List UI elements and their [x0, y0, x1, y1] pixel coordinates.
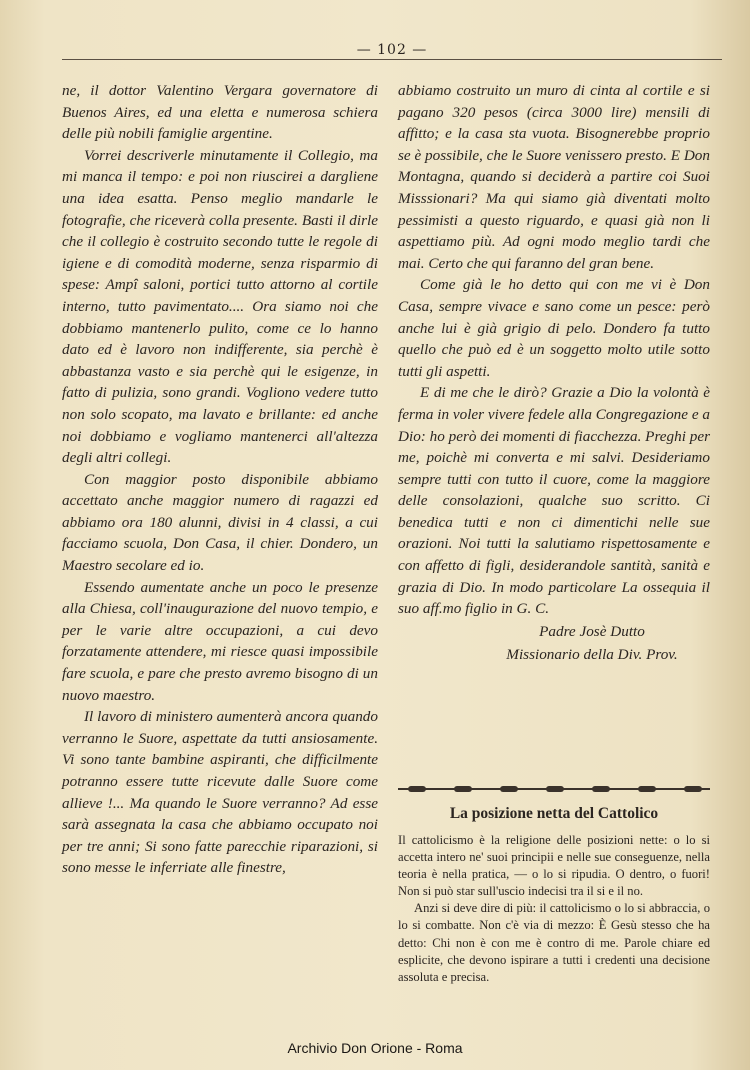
signature-title: Missionario della Div. Prov.: [506, 645, 678, 663]
archive-footer: Archivio Don Orione - Roma: [287, 1040, 463, 1056]
article-paragraph: Anzi si deve dire di più: il cattolicismo o lo si abbraccia, o lo si combatte. Non c'è via di mezzo: È Gesù stesso che ha detto: Chi non è con me è contro di me. Parole chiare ed esplicite, che devono ispirare a tutti i credenti una decisione assoluta e precisa.: [398, 901, 710, 984]
divider-dash: [408, 786, 426, 792]
divider-dash: [546, 786, 564, 792]
header-rule: [62, 59, 722, 60]
page-number: — 102 —: [356, 42, 428, 58]
letter-paragraph: ne, il dottor Valentino Vergara governatore di Buenos Aires, ed una eletta e numerosa schiera delle più nobili famiglie argentine.: [62, 82, 378, 143]
letter-paragraph: Come già le ho detto qui con me vi è Don Casa, sempre vivace e sano come un pesce: però anche lui è già grigio di pelo. Dondero fa tutto quello che può ed è un soggetto molto utile sotto tutti gli aspetti.: [398, 276, 710, 380]
divider-dash: [684, 786, 702, 792]
divider-dash: [454, 786, 472, 792]
article-title: La posizione netta del Cattolico: [449, 805, 659, 822]
page-header: [62, 42, 722, 58]
section-divider-ornament: [398, 784, 710, 794]
letter-signature: [398, 620, 710, 666]
letter-paragraph: Essendo aumentate anche un poco le presenze alla Chiesa, coll'inaugurazione del nuovo tempio, e per le varie altre occupazioni, a cui devo forzatamente attendere, mi riesce quasi impossibile fare scuola, e pare che presto avremo bisogno di un nuovo maestro.: [62, 578, 378, 704]
signature-name: Padre Josè Dutto: [539, 622, 645, 640]
letter-paragraph: Il lavoro di ministero aumenterà ancora quando verranno le Suore, aspettate da tutti ansiosamente. Vi sono tante bambine aspiranti, che difficilmente potranno essere tutte ricevute dalle Suore come allieve !... Ma quando le Suore verranno? Ad esse sarà assegnata la casa che abbiamo occupato noi per tre anni; Si sono fatte parecchie riparazioni, si sono messe le inferriate alle finestre,: [62, 708, 378, 877]
article-body: [398, 832, 710, 986]
letter-paragraph: Con maggior posto disponibile abbiamo accettato anche maggior numero di ragazzi ed abbiamo ora 180 alunni, divisi in 4 classi, a cui facciamo scuola, Don Casa, il chier. Dondero, un Maestro secolare ed io.: [62, 470, 378, 575]
letter-right-column: [398, 80, 710, 666]
letter-paragraph: Vorrei descriverle minutamente il Collegio, ma mi manca il tempo: e poi non riuscirei a dargliene una idea esatta. Penso meglio mandarle le fotografie, che riceverà colla presente. Basti il dirle che il collegio è costruito secondo tutte le regole di igiene e di comodità moderne, senza risparmio di spese: Ampî saloni, portici tutto attorno al cortile interno, tutto pavimentato.... Ora siamo noi che dobbiamo mantenerlo pulito, come ce lo hanno dato ed è lavoro non indifferente, sia perchè è abbastanza vasto e sia perchè qui le esigenze, in fatto di pulizia, sono grandi. Vogliono vedere tutto non solo scopato, ma lavato e brillante: ed anche noi dobbiamo e vogliamo mantenerci all'altezza degli altri collegi.: [62, 146, 378, 467]
article-paragraph: Il cattolicismo è la religione delle posizioni nette: o lo si accetta intero ne' suoi principii e nelle sue conseguenze, nella teoria è nella pratica, — o lo si ripudia. O dentro, o fuori! Non si può star sull'uscio indecisi tra il si e il no.: [398, 833, 710, 899]
divider-dash: [500, 786, 518, 792]
divider-dash: [592, 786, 610, 792]
letter-paragraph: abbiamo costruito un muro di cinta al cortile e si pagano 320 pesos (circa 3000 lire) mensili di affitto; e la casa sta vuota. Bisognerebbe proprio se è possibile, che le Suore venissero presto. E Don Montagna, quando si deciderà a partire coi Suoi Misssionari? Ma qui siamo già diventati molto pessimisti a questo riguardo, e quasi già non li aspettiamo più. Ad ogni modo meglio tardi che mai. Certo che qui faranno del gran bene.: [398, 82, 710, 272]
divider-dash: [638, 786, 656, 792]
letter-left-column: [62, 80, 378, 879]
letter-paragraph: E di me che le dirò? Grazie a Dio la volontà è ferma in voler vivere fedele alla Congregazione e a Dio: ho però dei momenti di fiacchezza. Preghi per me, poichè mi converta e mi salvi. Desideriamo sempre tutti con tutto il cuore, come la maggiore delle consolazioni, qualche suo scritto. Ci benedica tutti e non ci dimentichi nelle sue orazioni. Noi tutti la salutiamo rispettosamente e con affetto di figli, desiderandole santità, sanità e grazia di Dio. In modo particolare La ossequia il suo aff.mo figlio in G. C.: [398, 384, 710, 618]
